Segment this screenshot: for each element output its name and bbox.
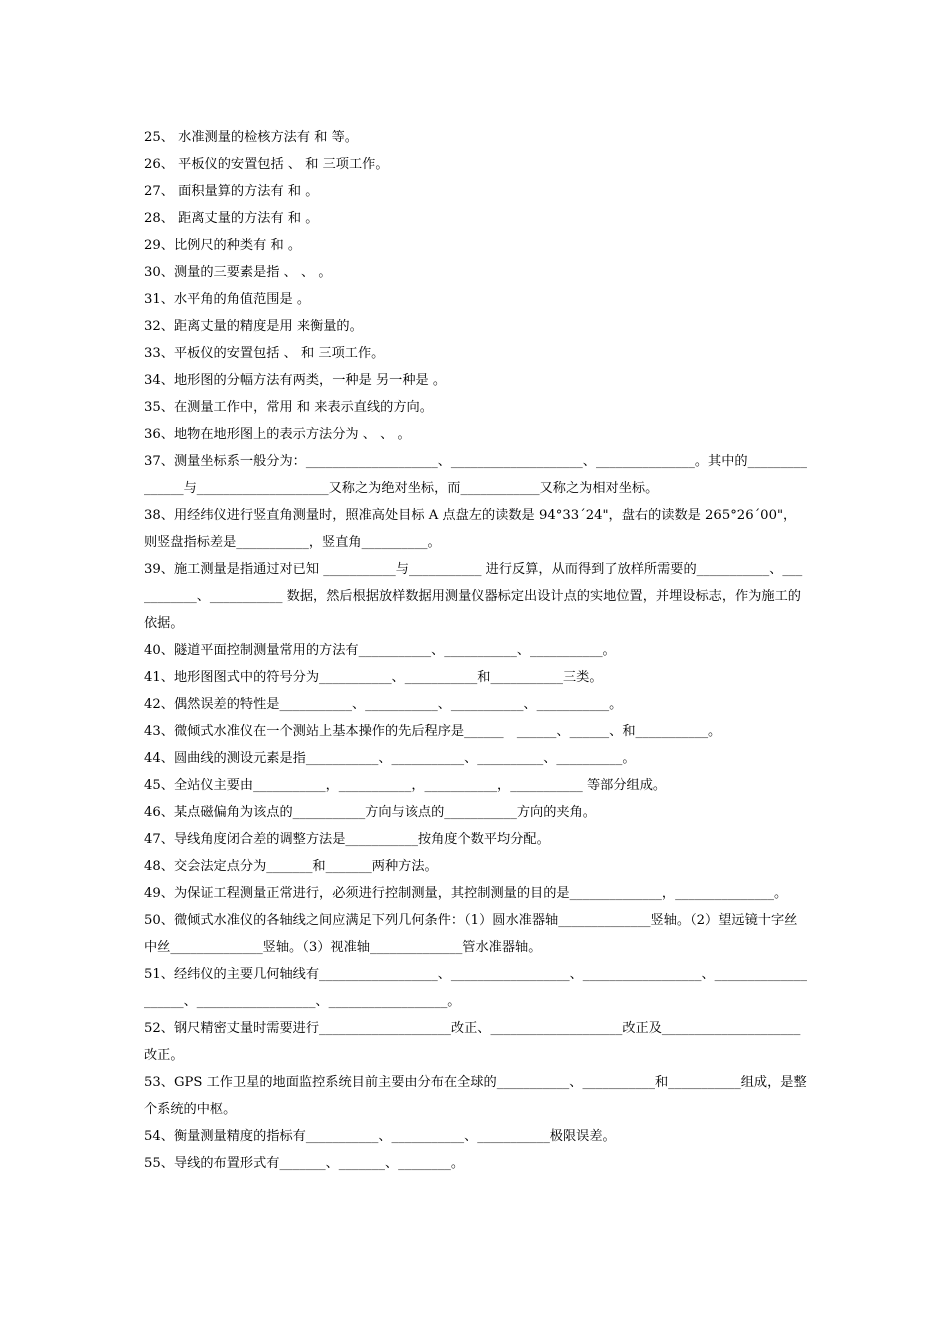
question-50: 50、微倾式水准仪的各轴线之间应满足下列几何条件：（1）圆水准器轴______________竖轴。（2）望远镜十字丝中丝______________竖轴。（3）视准轴______________管水准器轴。 xyxy=(144,913,798,955)
question-28: 28、 距离丈量的方法有 和 。 xyxy=(144,211,319,226)
question-44: 44、圆曲线的测设元素是指___________、___________、__________、__________。 xyxy=(144,751,636,766)
question-43: 43、微倾式水准仪在一个测站上基本操作的先后程序是______ ______、______、和___________。 xyxy=(144,724,722,739)
question-37: 37、测量坐标系一般分为：____________________、____________________、_______________。其中的_______________与____________________又称之为绝对坐标，而____________又称之为相对坐标。 xyxy=(144,454,807,496)
question-36: 36、地物在地形图上的表示方法分为 、 、 。 xyxy=(144,427,411,442)
question-25: 25、 水准测量的检核方法有 和 等。 xyxy=(144,130,358,145)
question-40: 40、隧道平面控制测量常用的方法有___________、___________、___________。 xyxy=(144,643,616,658)
question-31: 31、水平角的角值范围是 。 xyxy=(144,292,311,307)
question-38: 38、用经纬仪进行竖直角测量时，照准高处目标 A 点盘左的读数是 94°33´24"，盘右的读数是 265°26´00"，则竖盘指标差是___________，竖直角__________。 xyxy=(144,508,797,550)
question-54: 54、衡量测量精度的指标有___________、___________、___________极限误差。 xyxy=(144,1129,616,1144)
question-list xyxy=(144,124,808,1177)
question-30: 30、测量的三要素是指 、 、 。 xyxy=(144,265,332,280)
question-39: 39、施工测量是指通过对已知 ___________与___________ 进行反算，从而得到了放样所需要的___________、___________、___________ 数据，然后根据放样数据用测量仪器标定出设计点的实地位置，并埋设标志，作为施工的依据。 xyxy=(144,562,803,631)
question-32: 32、距离丈量的精度是用 来衡量的。 xyxy=(144,319,363,334)
question-48: 48、交会法定点分为_______和_______两种方法。 xyxy=(144,859,438,874)
question-33: 33、平板仪的安置包括 、 和 三项工作。 xyxy=(144,346,385,361)
question-26: 26、 平板仪的安置包括 、 和 三项工作。 xyxy=(144,157,389,172)
question-42: 42、偶然误差的特性是___________、___________、___________、___________。 xyxy=(144,697,623,712)
question-46: 46、某点磁偏角为该点的___________方向与该点的___________方向的夹角。 xyxy=(144,805,596,820)
question-49: 49、为保证工程测量正常进行，必须进行控制测量，其控制测量的目的是______________，_______________。 xyxy=(144,886,788,901)
question-47: 47、导线角度闭合差的调整方法是___________按角度个数平均分配。 xyxy=(144,832,550,847)
question-27: 27、 面积量算的方法有 和 。 xyxy=(144,184,319,199)
question-29: 29、比例尺的种类有 和 。 xyxy=(144,238,302,253)
question-55: 55、导线的布置形式有_______、_______、________。 xyxy=(144,1156,465,1171)
question-41: 41、地形图图式中的符号分为___________、___________和___________三类。 xyxy=(144,670,603,685)
question-51: 51、经纬仪的主要几何轴线有__________________、__________________、__________________、____________________、__________________、__________________。 xyxy=(144,967,807,1009)
question-34: 34、地形图的分幅方法有两类，一种是 另一种是 。 xyxy=(144,373,447,388)
question-45: 45、全站仪主要由___________，___________，___________，___________ 等部分组成。 xyxy=(144,778,667,793)
question-35: 35、在测量工作中，常用 和 来表示直线的方向。 xyxy=(144,400,433,415)
question-52: 52、钢尺精密丈量时需要进行____________________改正、____________________改正及_____________________改正。 xyxy=(144,1021,801,1063)
question-53: 53、GPS 工作卫星的地面监控系统目前主要由分布在全球的___________、___________和___________组成，是整个系统的中枢。 xyxy=(144,1075,807,1117)
